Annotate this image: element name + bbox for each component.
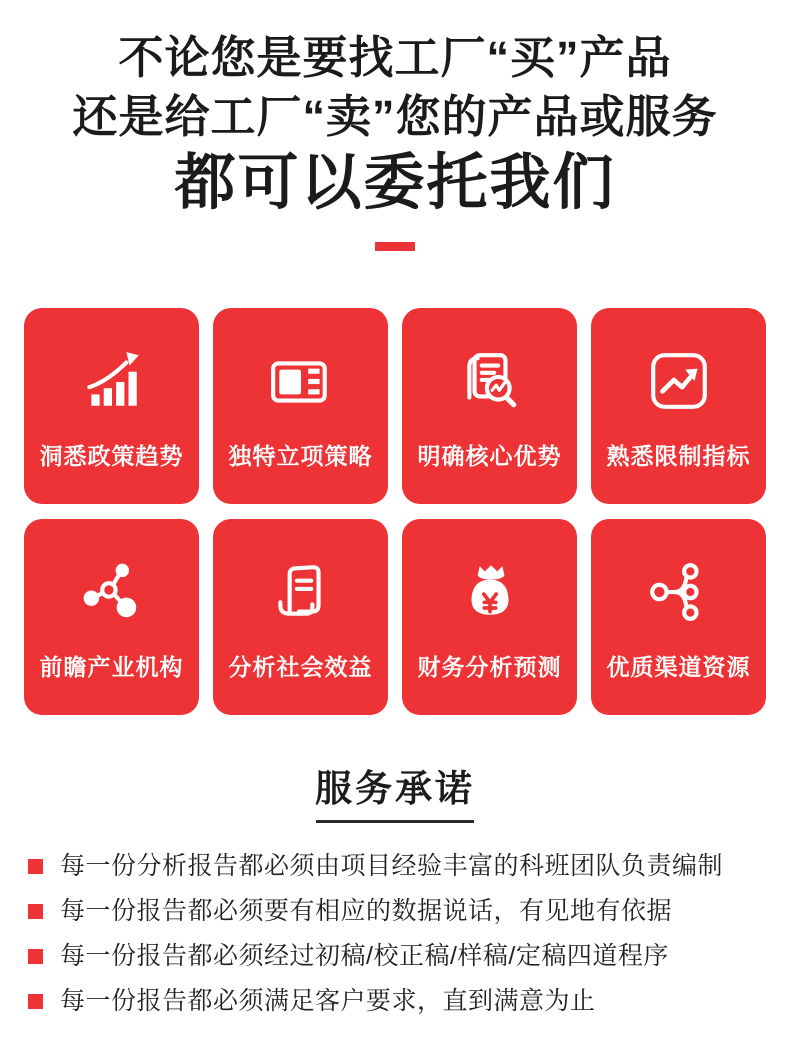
feature-tile-label: 独特立项策略 [228, 443, 373, 469]
document-search-icon [457, 348, 523, 414]
red-bullet-square-icon [28, 994, 43, 1009]
headline-line-3: 都可以委托我们 [174, 148, 616, 216]
trend-box-icon [646, 348, 712, 414]
red-dash-divider [375, 242, 415, 251]
feature-tile [24, 308, 199, 504]
red-bullet-square-icon [28, 859, 43, 874]
feature-tile-label: 分析社会效益 [228, 654, 373, 680]
feature-tile-label: 熟悉限制指标 [606, 443, 751, 469]
feature-tile-label: 洞悉政策趋势 [39, 443, 184, 469]
promise-item-text: 每一份报告都必须经过初稿/校正稿/样稿/定稿四道程序 [60, 942, 669, 970]
red-bullet-square-icon [28, 949, 43, 964]
feature-tile [213, 308, 388, 504]
headline-line-1: 不论您是要找工厂“买”产品 [118, 32, 672, 83]
project-card-icon [268, 348, 334, 414]
headline-line-2: 还是给工厂“卖”您的产品或服务 [72, 91, 718, 142]
headline [0, 28, 790, 251]
feature-tile [213, 519, 388, 715]
promise-item [28, 897, 774, 925]
promise-list [28, 852, 774, 1032]
promise-title: 服务承诺 [315, 768, 475, 809]
feature-tile [402, 519, 577, 715]
promise-title-underline [316, 820, 474, 823]
bar-chart-trend-icon [79, 348, 145, 414]
red-bullet-square-icon [28, 904, 43, 919]
feature-tile-label: 明确核心优势 [417, 443, 562, 469]
promise-item [28, 987, 774, 1015]
feature-tile [591, 308, 766, 504]
feature-grid [24, 308, 766, 715]
promise-item-text: 每一份分析报告都必须由项目经验丰富的科班团队负责编制 [60, 852, 724, 880]
channel-share-icon [646, 559, 712, 625]
promise-item-text: 每一份报告都必须要有相应的数据说话，有见地有依据 [60, 897, 673, 925]
feature-tile [591, 519, 766, 715]
money-bag-icon [457, 559, 523, 625]
promise-item-text: 每一份报告都必须满足客户要求，直到满意为止 [60, 987, 596, 1015]
feature-tile-label: 财务分析预测 [417, 654, 562, 680]
molecule-network-icon [79, 559, 145, 625]
feature-tile [24, 519, 199, 715]
feature-tile-label: 前瞻产业机构 [39, 654, 184, 680]
report-scroll-icon [268, 559, 334, 625]
feature-tile-label: 优质渠道资源 [606, 654, 751, 680]
promise-item [28, 852, 774, 880]
feature-tile [402, 308, 577, 504]
promise-item [28, 942, 774, 970]
